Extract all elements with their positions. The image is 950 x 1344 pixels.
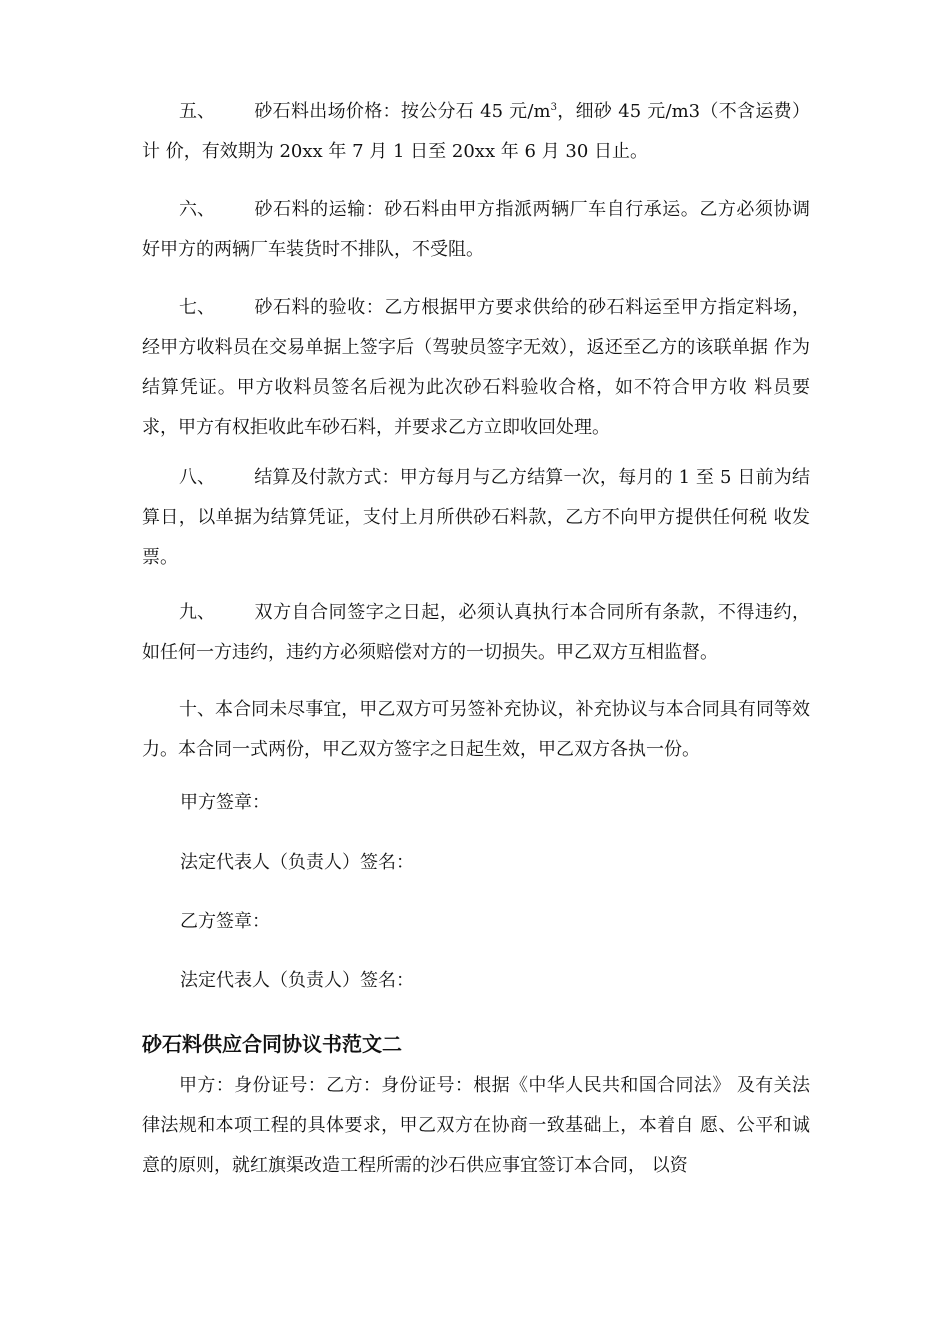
clause-text: 砂石料的验收：乙方根据甲方要求供给的砂石料运至甲方指定料场， 经甲方收料员在交易单据上签字后（驾驶员签字无效），返还至乙方的该联单据 作为结算凭证。甲方收料员签名后视为此次砂石料验收合格，如不符合甲方收 料员要求，甲方有权拒收此车砂石料，并要求乙方立即收回处理。 xyxy=(142,297,810,438)
party-a-representative: 法定代表人（负责人）签名： xyxy=(180,852,414,873)
clause-text: 砂石料出场价格：按公分石 45 元/m xyxy=(254,101,551,122)
party-a-seal: 甲方签章： xyxy=(180,792,270,813)
clause-number: 六、 xyxy=(179,199,215,220)
clause-text: 十、本合同未尽事宜，甲乙双方可另签补充协议，补充协议与本合同具有同等效力。本合同一式两份，甲乙双方签字之日起生效，甲乙双方各执一份。 xyxy=(142,699,810,760)
clause-number: 八、 xyxy=(179,467,215,488)
clause-9 xyxy=(142,593,810,673)
clause-text: ，细砂 45 元/m3（不含运费）计 价，有效期为 20xx 年 7 月 1 日至 20xx 年 6 月 30 日止。 xyxy=(142,101,810,162)
party-b-seal: 乙方签章： xyxy=(180,911,270,932)
clause-text: 砂石料的运输：砂石料由甲方指派两辆厂车自行承运。乙方必须协调 好甲方的两辆厂车装货时不排队，不受阻。 xyxy=(142,199,810,260)
clause-10 xyxy=(142,690,810,770)
clause-number: 七、 xyxy=(179,297,215,318)
clause-text: 结算及付款方式：甲方每月与乙方结算一次，每月的 1 至 5 日前为结 算日，以单据为结算凭证，支付上月所供砂石料款，乙方不向甲方提供任何税 收发票。 xyxy=(142,467,810,568)
clause-5 xyxy=(142,92,810,172)
superscript: 3 xyxy=(550,102,557,113)
section2-intro xyxy=(142,1066,810,1186)
clause-text: 双方自合同签字之日起，必须认真执行本合同所有条款，不得违约， 如任何一方违约，违约方必须赔偿对方的一切损失。甲乙双方互相监督。 xyxy=(142,602,810,663)
clause-7 xyxy=(142,288,810,448)
clause-number: 五、 xyxy=(179,101,215,122)
party-b-representative: 法定代表人（负责人）签名： xyxy=(180,970,414,991)
clause-8 xyxy=(142,458,810,578)
section-heading: 砂石料供应合同协议书范文二 xyxy=(142,1032,402,1056)
clause-number: 九、 xyxy=(179,602,215,623)
intro-text: 甲方：身份证号：乙方：身份证号：根据《中华人民共和国合同法》 及有关法律法规和本项工程的具体要求，甲乙双方在协商一致基础上，本着自 愿、公平和诚意的原则，就红旗渠改造工程所需的沙石供应事宜签订本合同， 以资 xyxy=(142,1075,810,1176)
clause-6 xyxy=(142,190,810,270)
